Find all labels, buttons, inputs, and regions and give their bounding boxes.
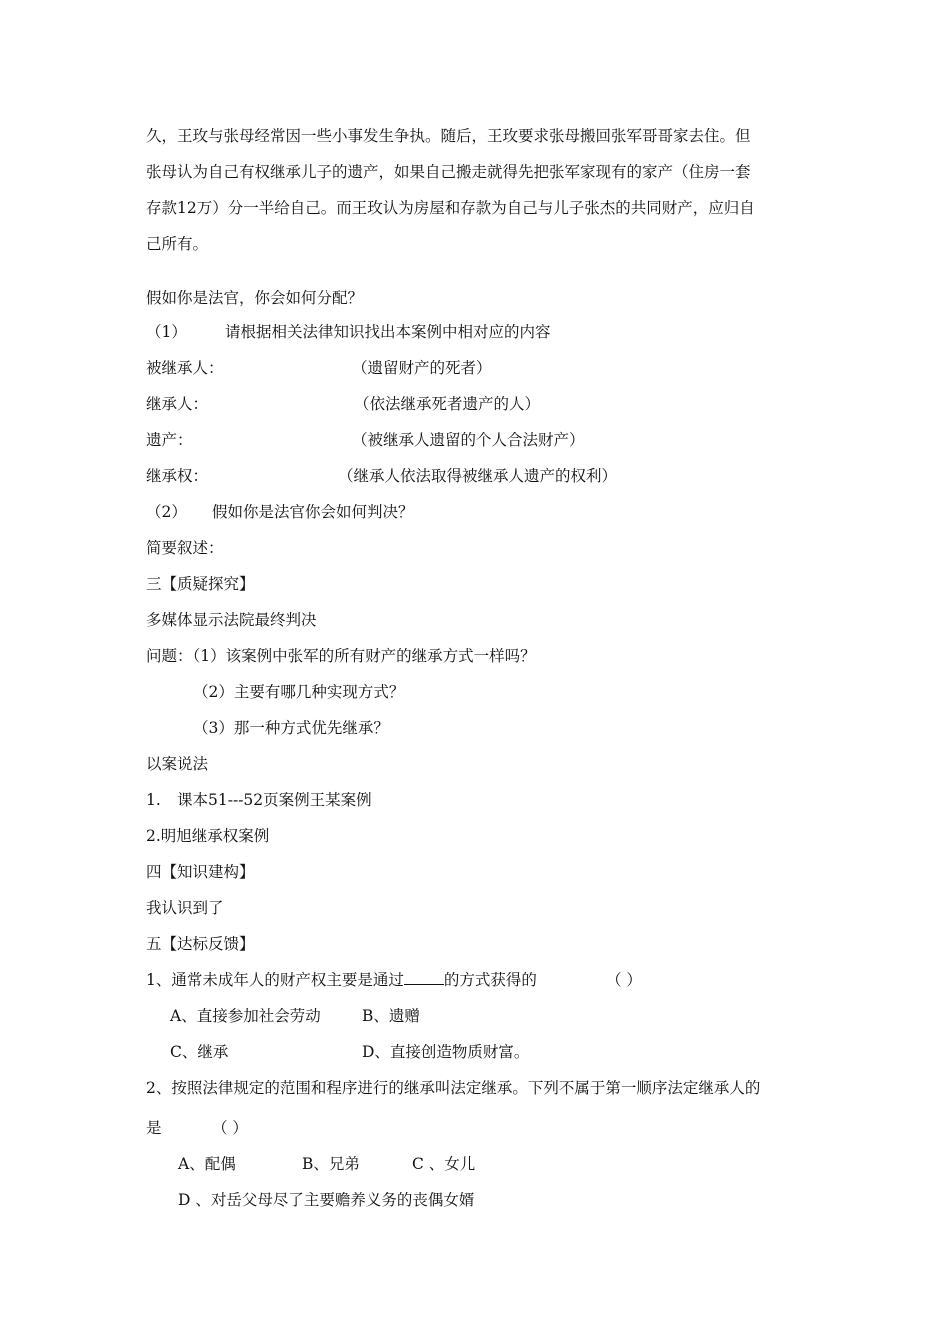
option-c: C 、女儿: [412, 1155, 476, 1173]
mc1-stem-end: 的方式获得的: [443, 971, 537, 989]
inquiry-question: 问题：（1）该案例中张军的所有财产的继承方式一样吗？: [146, 647, 536, 665]
mc1-stem-start: 1、通常未成年人的财产权主要是通过: [146, 971, 404, 989]
paragraph-line: 张母认为自己有权继承儿子的遗产，如果自己搬走就得先把张军家现有的家产（住房一套: [146, 163, 751, 181]
option-a: A、直接参加社会劳动: [170, 1007, 321, 1025]
term-definition: （依法继承死者遗产的人）: [354, 395, 541, 413]
term-definition: （遗留财产的死者）: [352, 359, 492, 377]
option-d: D、直接创造物质财富。: [362, 1043, 530, 1061]
case-text: 2.明旭继承权案例: [146, 827, 270, 845]
paragraph-line: 存款12万）分一半给自己。而王玫认为房屋和存款为自己与儿子张杰的共同财产，应归自: [146, 199, 755, 217]
term-label: 继承权：: [146, 467, 209, 485]
mc1-stem: [146, 970, 537, 990]
learned-text: 我认识到了: [146, 899, 224, 917]
mc2-stem: 2、按照法律规定的范围和程序进行的继承叫法定继承。下列不属于第一顺序法定继承人的: [146, 1079, 761, 1097]
option-b: B、兄弟: [302, 1155, 360, 1173]
question-text: 假如你是法官，你会如何分配？: [146, 289, 364, 307]
term-label: 继承人：: [146, 395, 209, 413]
option-b: B、遗赠: [362, 1007, 420, 1025]
case-law-heading: 以案说法: [146, 755, 209, 773]
task1-number: （1）: [146, 323, 187, 341]
task2-number: （2）: [146, 503, 187, 521]
inquiry-question: （3）那一种方式优先继承？: [193, 719, 389, 737]
option-c: C、继承: [170, 1043, 229, 1061]
section-heading: 四【知识建构】: [146, 863, 255, 881]
task1-text: 请根据相关法律知识找出本案例中相对应的内容: [225, 323, 551, 341]
task2-text: 假如你是法官你会如何判决？: [212, 503, 414, 521]
case-text: 课本51---52页案例王某案例: [177, 791, 372, 809]
inquiry-question: （2）主要有哪几种实现方式？: [193, 683, 405, 701]
paragraph-line: 久，王玫与张母经常因一些小事发生争执。随后，王玫要求张母搬回张军哥哥家去住。但: [146, 127, 751, 145]
section-heading: 五【达标反馈】: [146, 935, 255, 953]
answer-paren: （ ）: [606, 971, 642, 989]
case-number: 1.: [146, 791, 161, 809]
option-a: A、配偶: [178, 1155, 236, 1173]
mc2-stem: 是: [146, 1119, 162, 1137]
term-definition: （继承人依法取得被继承人遗产的权利）: [338, 467, 618, 485]
brief-label: 简要叙述：: [146, 539, 224, 557]
option-d: D 、对岳父母尽了主要赡养义务的丧偶女婿: [178, 1191, 475, 1209]
section-heading: 三【质疑探究】: [146, 575, 255, 593]
term-definition: （被继承人遗留的个人合法财产）: [352, 431, 585, 449]
term-label: 被继承人：: [146, 359, 224, 377]
term-label: 遗产：: [146, 431, 193, 449]
paragraph-line: 己所有。: [146, 235, 209, 253]
fill-blank: [404, 970, 444, 985]
answer-paren: （ ）: [212, 1119, 248, 1137]
media-text: 多媒体显示法院最终判决: [146, 611, 317, 629]
